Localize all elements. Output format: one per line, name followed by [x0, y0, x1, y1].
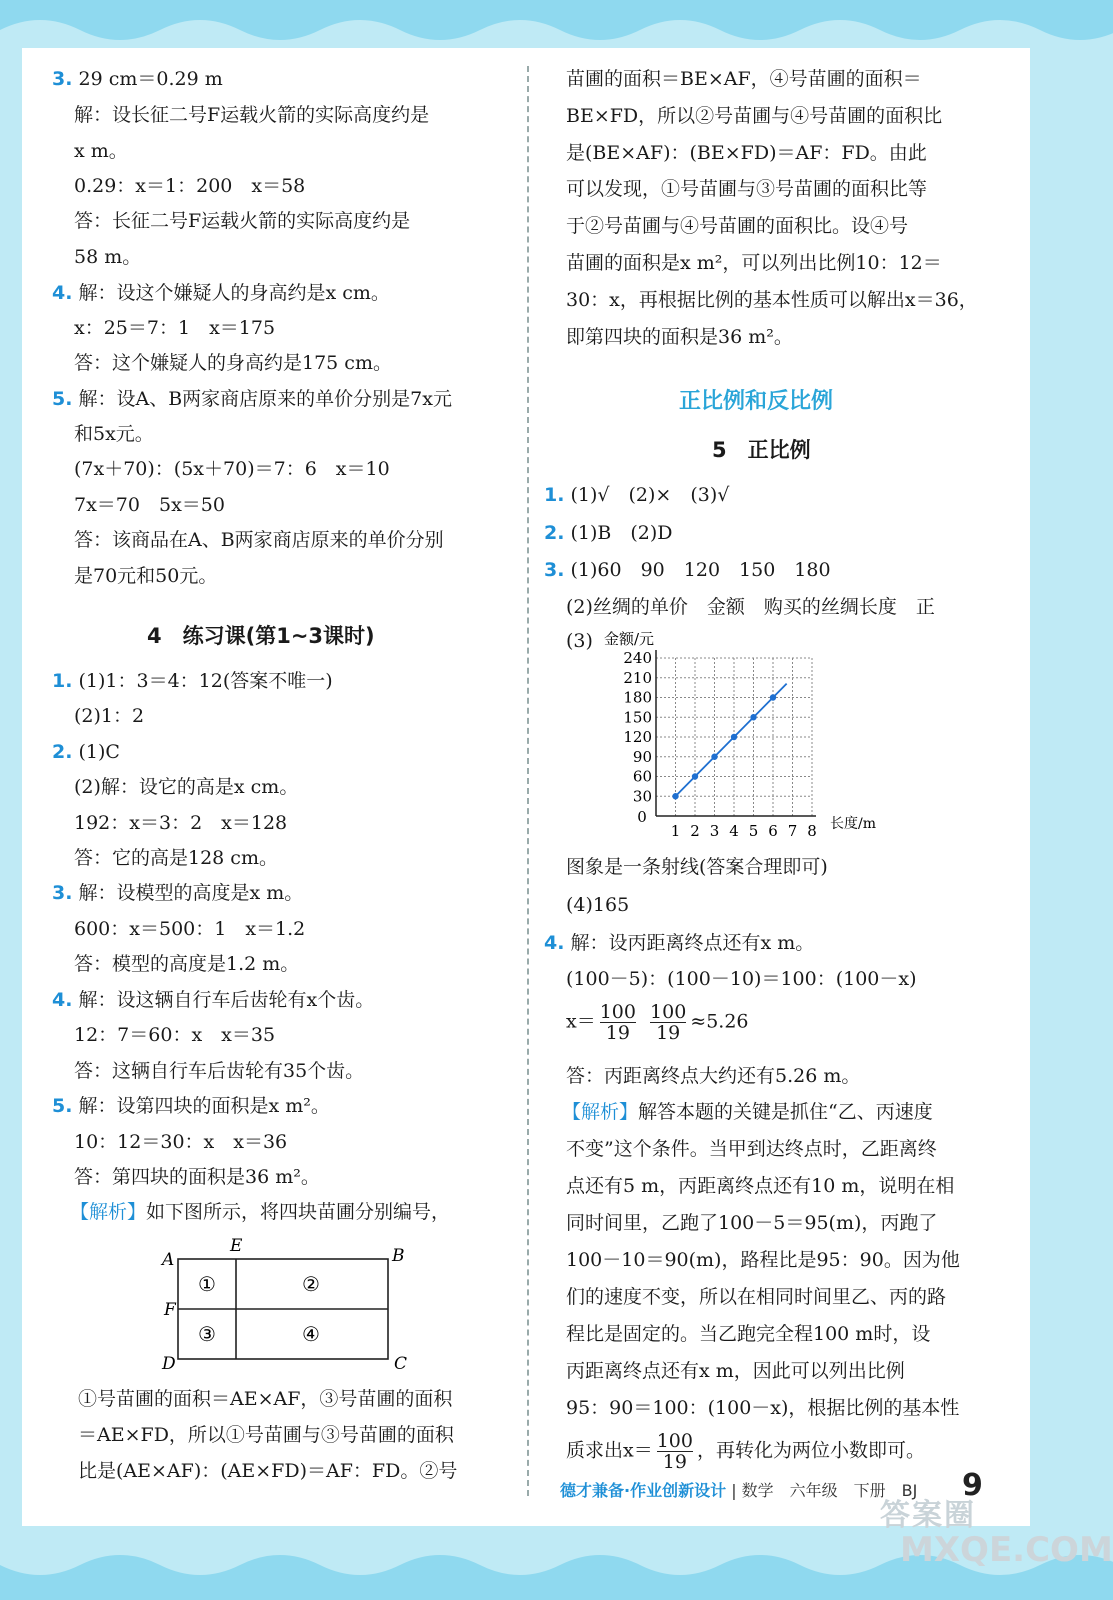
data-point	[672, 793, 678, 799]
plot-2: ②	[302, 1272, 320, 1296]
r-analysis-line-1: 【解析】解答本题的关键是抓住“乙、丙速度	[562, 1101, 933, 1123]
left-analysis-line: 【解析】如下图所示，将四块苗圃分别编号，	[70, 1201, 451, 1223]
section-5-title: 5 正比例	[712, 438, 811, 462]
plot-3: ③	[198, 1322, 216, 1346]
label-f: F	[164, 1300, 176, 1320]
y-tick-label: 60	[632, 767, 652, 786]
r-q4-line-2: (100－5)：(100－10)＝100：(100－x)	[566, 968, 917, 990]
y-tick-label: 180	[623, 688, 652, 707]
x-tick-label: 5	[748, 822, 759, 840]
s4-q4-line-2: 12：7＝60：x x＝35	[74, 1024, 276, 1046]
data-point	[692, 773, 698, 779]
right-cont-7: 30：x，再根据比例的基本性质可以解出x＝36，	[566, 289, 978, 311]
s4-q2-line-4: 答：它的高是128 cm。	[74, 847, 278, 869]
y-axis-label: 金额/元	[604, 630, 655, 648]
y-tick-label: 150	[623, 708, 652, 727]
data-point	[731, 734, 737, 740]
watermark-url: MXQE.COM	[900, 1530, 1113, 1570]
unit-title: 正比例和反比例	[679, 389, 834, 414]
right-cont-6: 苗圃的面积是x m²，可以列出比例10：12＝	[566, 252, 942, 274]
nursery-diagram	[152, 1233, 412, 1373]
s4-q4-line-3: 答：这辆自行车后齿轮有35个齿。	[74, 1060, 365, 1082]
left-q5-line-3: (7x＋70)：(5x＋70)＝7：6 x＝10	[74, 458, 390, 480]
right-cont-1: 苗圃的面积＝BE×AF，④号苗圃的面积＝	[566, 68, 922, 90]
x-tick-label: 8	[807, 822, 817, 840]
fraction-1: $\frac{100}{19}$	[599, 1001, 636, 1044]
x-tick-label: 1	[670, 822, 681, 840]
y-tick-label: 240	[623, 649, 652, 667]
left-q5-line-4: 7x＝70 5x＝50	[74, 494, 225, 516]
r-analysis-line-5: 100－10＝90(m)，路程比是95：90。因为他	[566, 1249, 960, 1271]
left-q4-line-1: 4. 解：设这个嫌疑人的身高约是x cm。	[52, 282, 390, 304]
y-tick-label: 210	[623, 668, 652, 687]
analysis-tag: 【解析】	[70, 1201, 147, 1223]
right-cont-2: BE×FD，所以②号苗圃与④号苗圃的面积比	[566, 105, 943, 127]
y-tick-label: 120	[623, 728, 652, 746]
left-q5-line-1: 5. 解：设A、B两家商店原来的单价分别是7x元	[52, 388, 452, 410]
plot-4: ④	[302, 1322, 320, 1346]
footer-info: | 数学 六年级 下册 BJ	[731, 1481, 918, 1500]
data-point	[711, 754, 717, 760]
r-analysis-last-line: 质求出x＝ $\frac{100}{19}$ ，再转化为两位小数即可。	[566, 1430, 925, 1473]
r-q3-note: 图象是一条射线(答案合理即可)	[566, 856, 828, 878]
x-axis-label: 长度/m	[830, 816, 876, 832]
data-point	[770, 694, 776, 700]
label-a: A	[162, 1250, 175, 1270]
fraction-3: $\frac{100}{19}$	[656, 1430, 693, 1473]
r-analysis-line-4: 同时间里，乙跑了100－5＝95(m)，丙跑了	[566, 1212, 938, 1234]
s4-q3-line-2: 600：x＝500：1 x＝1.2	[74, 918, 306, 940]
x-tick-label: 3	[709, 822, 720, 840]
r-analysis-line-6: 们的速度不变，所以在相同时间里乙、丙的路	[566, 1286, 947, 1308]
right-cont-4: 可以发现，①号苗圃与③号苗圃的面积比等	[566, 178, 928, 200]
left-q5-line-6: 是70元和50元。	[74, 565, 218, 587]
r-q1: 1. (1)√ (2)× (3)√	[544, 484, 730, 506]
r-analysis-line-2: 不变”这个条件。当甲到达终点时，乙距离终	[566, 1138, 937, 1160]
r-q2: 2. (1)B (2)D	[544, 522, 673, 544]
x-tick-label: 7	[787, 822, 798, 840]
y-tick-label: 90	[632, 747, 652, 766]
x-tick-label: 6	[768, 822, 778, 840]
footer	[560, 1478, 917, 1501]
left-analysis-tail-3: 比是(AE×AF)：(AE×FD)＝AF：FD。②号	[78, 1460, 458, 1482]
r-q3-1: 3. (1)60 90 120 150 180	[544, 559, 831, 581]
left-analysis-tail-1: ①号苗圃的面积＝AE×AF，③号苗圃的面积	[78, 1388, 453, 1410]
right-cont-5: 于②号苗圃与④号苗圃的面积比。设④号	[566, 215, 909, 237]
left-q3-line-1: 3. 29 cm＝0.29 m	[52, 68, 223, 90]
r-q3-2: (2)丝绸的单价 金额 购买的丝绸长度 正	[566, 596, 935, 618]
left-q4-line-3: 答：这个嫌疑人的身高约是175 cm。	[74, 352, 392, 374]
r-q4-line-1: 4. 解：设丙距离终点还有x m。	[544, 932, 815, 954]
left-q3-line-3: x m。	[74, 140, 128, 162]
s4-q2-line-3: 192：x＝3：2 x＝128	[74, 812, 288, 834]
label-b: B	[392, 1246, 405, 1266]
page-number: 9	[962, 1468, 983, 1503]
s4-q3-line-1: 3. 解：设模型的高度是x m。	[52, 882, 304, 904]
right-cont-3: 是(BE×AF)：(BE×FD)＝AF：FD。由此	[566, 142, 927, 164]
left-q5-line-2: 和5x元。	[74, 423, 154, 445]
label-e: E	[230, 1236, 243, 1256]
label-c: C	[394, 1354, 408, 1374]
amount-length-chart	[586, 626, 916, 846]
left-q3-line-5: 答：长征二号F运载火箭的实际高度约是	[74, 210, 411, 232]
r-q3-3-label: (3)	[566, 630, 593, 652]
footer-brand: 德才兼备·作业创新设计	[560, 1481, 727, 1500]
left-q3-line-2: 解：设长征二号F运载火箭的实际高度约是	[74, 104, 430, 126]
right-cont-8: 即第四块的面积是36 m²。	[566, 326, 793, 348]
s4-q5-line-2: 10：12＝30：x x＝36	[74, 1131, 288, 1153]
r-q4-answer: 答：丙距离终点大约还有5.26 m。	[566, 1065, 861, 1087]
s4-q4-line-1: 4. 解：设这辆自行车后齿轮有x个齿。	[52, 989, 375, 1011]
analysis-tag-right: 【解析】	[562, 1101, 639, 1123]
s4-q1-line-2: (2)1：2	[74, 705, 145, 727]
proportional-ray	[674, 684, 787, 799]
r-q4-fraction-line: x＝ $\frac{100}{19}$ $\frac{100}{19}$ ≈5.26	[566, 1001, 749, 1044]
s4-q2-line-1: 2. (1)C	[52, 741, 120, 763]
s4-q5-line-3: 答：第四块的面积是36 m²。	[74, 1166, 320, 1188]
label-d: D	[162, 1354, 176, 1374]
left-q3-line-6: 58 m。	[74, 246, 142, 268]
data-point	[750, 714, 756, 720]
r-analysis-line-7: 程比是固定的。当乙跑完全程100 m时，设	[566, 1323, 931, 1345]
r-analysis-line-3: 点还有5 m，丙距离终点还有10 m，说明在相	[566, 1175, 955, 1197]
answer-page	[22, 48, 1030, 1526]
r-analysis-line-8: 丙距离终点还有x m，因此可以列出比例	[566, 1360, 905, 1382]
plot-1: ①	[198, 1272, 216, 1296]
y-tick-label: 30	[632, 787, 652, 806]
origin-label: 0	[637, 808, 647, 826]
column-divider	[527, 66, 529, 1496]
s4-q5-line-1: 5. 解：设第四块的面积是x m²。	[52, 1095, 330, 1117]
s4-q1-line-1: 1. (1)1：3＝4：12(答案不唯一)	[52, 670, 333, 692]
left-q5-line-5: 答：该商品在A、B两家商店原来的单价分别	[74, 529, 444, 551]
watermark-logo: 答案圈	[880, 1498, 976, 1533]
s4-q2-line-2: (2)解：设它的高是x cm。	[74, 776, 299, 798]
r-q3-4: (4)165	[566, 894, 630, 916]
left-analysis-tail-2: ＝AE×FD，所以①号苗圃与③号苗圃的面积	[78, 1424, 454, 1446]
fraction-2: $\frac{100}{19}$	[650, 1001, 687, 1044]
x-tick-label: 4	[729, 822, 739, 840]
left-q3-line-4: 0.29：x＝1：200 x＝58	[74, 175, 306, 197]
x-tick-label: 2	[690, 822, 700, 840]
s4-q3-line-3: 答：模型的高度是1.2 m。	[74, 953, 300, 975]
left-q4-line-2: x：25＝7：1 x＝175	[74, 317, 276, 339]
section-4-title: 4 练习课(第1~3课时)	[147, 624, 375, 648]
r-analysis-line-9: 95：90＝100：(100－x)，根据比例的基本性	[566, 1397, 960, 1419]
